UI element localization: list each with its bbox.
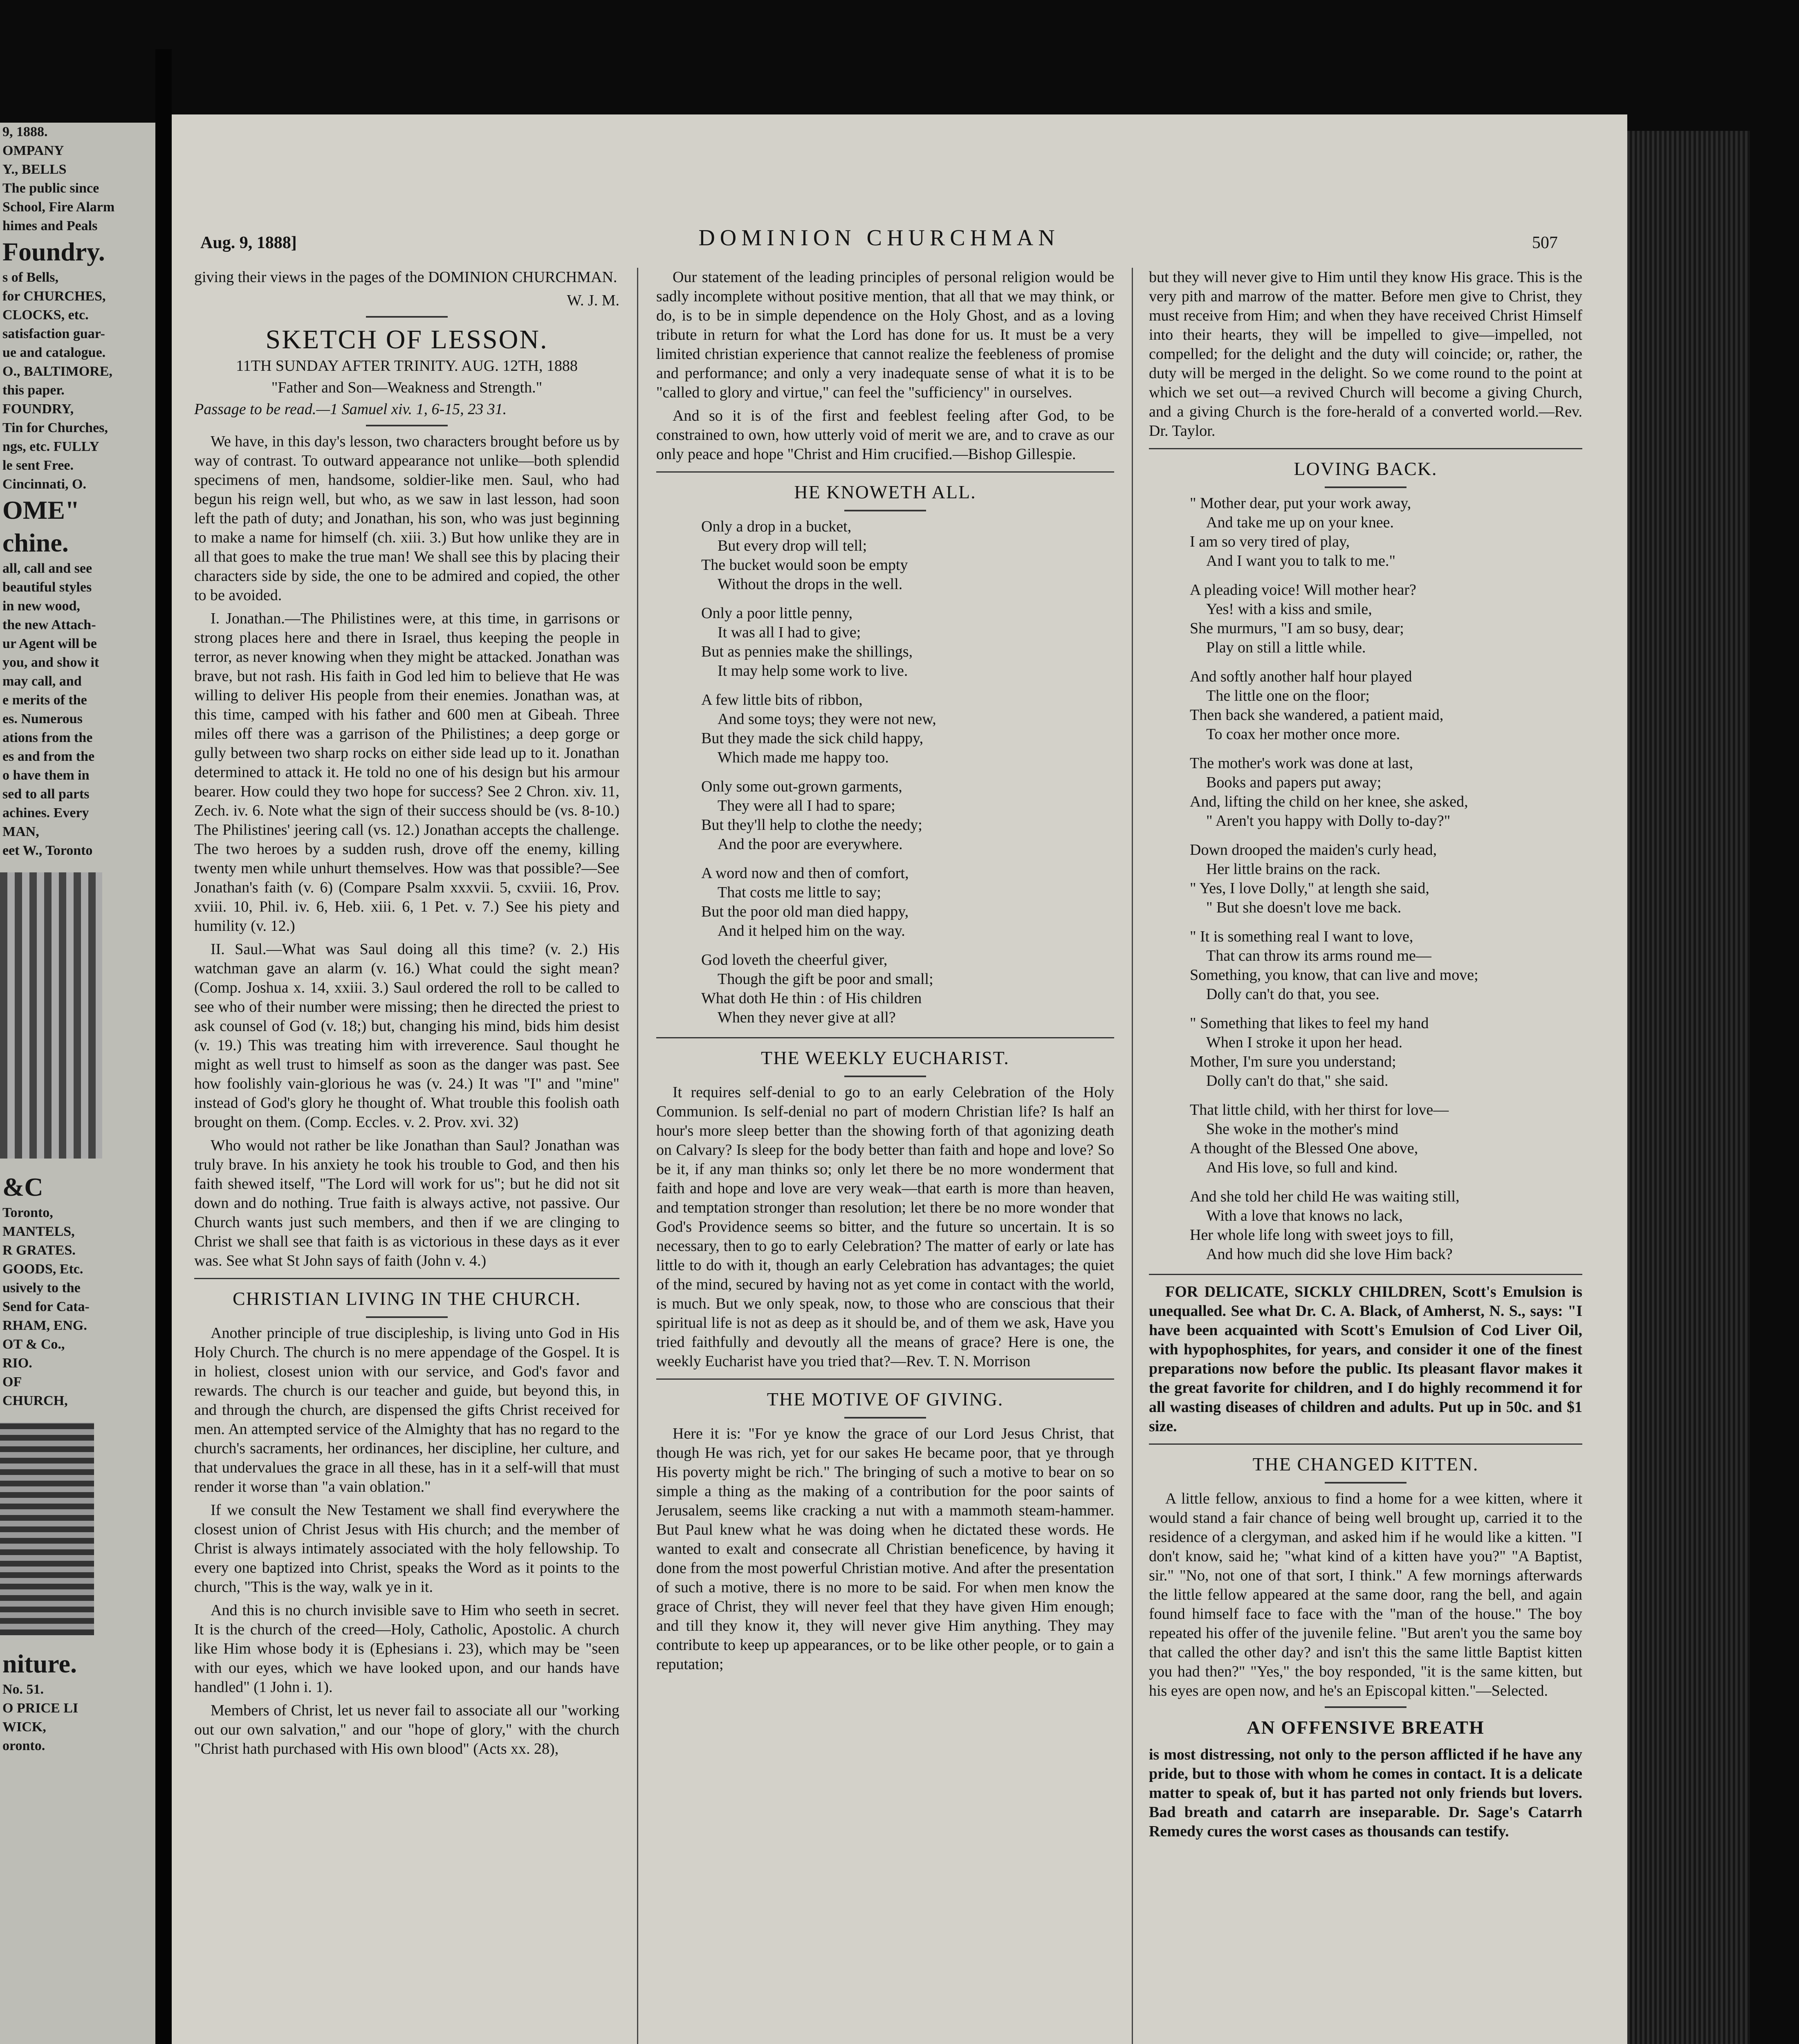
left-page-fragment: es. Numerous: [2, 711, 83, 726]
left-page-fragment: CHURCH,: [2, 1393, 68, 1408]
poem-line: Only a poor little penny,: [701, 605, 853, 622]
poem-line: Mother, I'm sure you understand;: [1190, 1053, 1396, 1070]
poem-line: Her little brains on the rack.: [1206, 861, 1381, 878]
living-paragraph: Another principle of true discipleship, is living unto God in His Holy Church. The church is no mere appendage of the Gospel. It is in holiest, closest union with our service, and God's favor and rewards. The church is our teacher and guide, but beyond this, in and through the church, are dispensed the gifts Christ received for men. An attempted service of the Almighty that has no regard to the church's sacraments, her ordinances, her discipline, her culture, and that undervalues the grace in all these, has in it a self-will that must render it worse than "a vain oblation.": [194, 1325, 619, 1495]
lesson-paragraph: We have, in this day's lesson, two characters brought before us by way of contrast. To outward appearance not unlike—both splendid specimens of men, handsome, soldier-like men. Saul, who had begun his reign well, but who, as we saw in last lesson, had soon left the path of duty; and Jonathan, his son, who was just beginning to make a name for himself (ch. xiii. 3.) But how unlike they are in all that goes to make the true man! We shall see this by placing their characters side by side, the one to be admired and copied, the other to be avoided.: [194, 433, 619, 604]
left-page-fragment: chine.: [2, 528, 69, 557]
left-page-fragment: ur Agent will be: [2, 636, 97, 651]
left-page-fragment: OME": [2, 495, 80, 524]
poem-line: I am so very tired of play,: [1190, 533, 1350, 550]
poem-line: God loveth the cheerful giver,: [701, 951, 888, 968]
poem-line: And, lifting the child on her knee, she asked,: [1190, 793, 1468, 810]
lesson-paragraph: Who would not rather be like Jonathan than Saul? Jonathan was truly brave. In his anxiety he took his trouble to God, and then his faith shewed itself, "The Lord will work for us"; but he did not sit down and do nothing. True faith is always active, not passive. Our Church wants just such members, and then if we are clinging to Christ we shall see that faith is as victorious in these days as it ever was. See what St John says of faith (John v. 4.): [194, 1137, 619, 1269]
statement-paragraph: And so it is of the first and feeblest feeling after God, to be constrained to own, how utterly void of merit we are, and to crave as our only peace and hope "Christ and Him crucified.—Bishop Gillespie.: [656, 407, 1114, 463]
left-page-fragment: eet W., Toronto: [2, 843, 93, 858]
left-page-fragment: Send for Cata-: [2, 1299, 90, 1314]
poem-stanza: [1149, 1014, 1582, 1091]
giving-title: THE MOTIVE OF GIVING.: [767, 1389, 1004, 1410]
poem-line: A pleading voice! Will mother hear?: [1190, 581, 1416, 598]
divider: [1325, 486, 1406, 488]
poem-line: To coax her mother once more.: [1206, 726, 1400, 743]
left-page-fragment: niture.: [2, 1649, 77, 1678]
poem-line: And His love, so full and kind.: [1206, 1159, 1398, 1176]
left-page-fragment: Cincinnati, O.: [2, 477, 86, 492]
poem-line: They were all I had to spare;: [718, 797, 895, 814]
lesson-date: 11TH SUNDAY AFTER TRINITY. AUG. 12TH, 1888: [236, 357, 578, 374]
divider: [366, 316, 448, 318]
masthead: DOMINION CHURCHMAN: [698, 225, 1060, 251]
poem-line: The little one on the floor;: [1206, 687, 1370, 704]
poem-line: Dolly can't do that, you see.: [1206, 986, 1380, 1003]
poem-line: With a love that knows no lack,: [1206, 1207, 1403, 1224]
poem-stanza: [1149, 494, 1582, 571]
divider: [656, 471, 1114, 473]
left-page-fragment: oronto.: [2, 1738, 45, 1753]
left-page-fragment: the new Attach-: [2, 617, 96, 632]
poem-line: " Mother dear, put your work away,: [1190, 495, 1411, 512]
divider: [366, 1316, 448, 1318]
column-1: [194, 268, 619, 1763]
poem-stanza: [1149, 580, 1582, 657]
poem-line: And the poor are everywhere.: [718, 836, 903, 853]
poem-line: But every drop will tell;: [718, 537, 867, 554]
poem-line: But as pennies make the shillings,: [701, 643, 913, 660]
left-page-fragment: ngs, etc. FULLY: [2, 439, 99, 454]
poem-line: Dolly can't do that," she said.: [1206, 1072, 1389, 1089]
intro-signature: W. J. M.: [567, 292, 619, 309]
divider: [844, 510, 926, 511]
poem-stanza: [1149, 1100, 1582, 1177]
eucharist-title: THE WEEKLY EUCHARIST.: [761, 1047, 1009, 1068]
breath-ad-title: AN OFFENSIVE BREATH: [1247, 1717, 1485, 1738]
poem-line: That can throw its arms round me—: [1206, 947, 1431, 964]
poem-stanza: [656, 690, 1114, 767]
poem-stanza: [1149, 754, 1582, 831]
poem-line: Only a drop in a bucket,: [701, 518, 852, 535]
divider: [194, 1278, 619, 1279]
column-rule: [637, 268, 638, 2044]
divider: [1149, 1443, 1582, 1445]
column-3: [1149, 268, 1582, 1845]
left-page-fragment: R GRATES.: [2, 1243, 76, 1258]
left-page-fragment: RHAM, ENG.: [2, 1318, 87, 1333]
left-page-fragment: Tin for Churches,: [2, 420, 108, 435]
poem-line: " Yes, I love Dolly," at length she said,: [1190, 880, 1429, 897]
left-page-fragment: o have them in: [2, 768, 90, 783]
poem-line: When I stroke it upon her head.: [1206, 1034, 1403, 1051]
poem-stanza: [1149, 667, 1582, 744]
left-page-fragment: this paper.: [2, 383, 65, 398]
living-paragraph: And this is no church invisible save to Him who seeth in secret. It is the church of the creed—Holy, Catholic, Apostolic. A church like Him whose body it is (Ephesians i. 23), which may be "seen with our eyes, which we have looked upon, and our hands have handled" (1 John i. 1).: [194, 1602, 619, 1696]
left-page-fragment: Foundry.: [2, 237, 105, 266]
divider: [1149, 448, 1582, 449]
poem-line: Her whole life long with sweet joys to fill,: [1190, 1226, 1454, 1244]
giving-continued: but they will never give to Him until they know His grace. This is the very pith and marrow of the matter. Before men give to Christ, they must receive from Him; and when they have received Christ Himself into their hearts, they will be impelled to give—impelled, not compelled; for the delight and the duty will coincide; or, rather, the duty will be merged in the delight. So we come round to the point at which we set out—a revived Church will become a giving Church, and a giving Church is the fore-herald of a converted world.—Rev. Dr. Taylor.: [1149, 269, 1582, 439]
poem-stanza: [656, 950, 1114, 1027]
poem-title: HE KNOWETH ALL.: [794, 482, 976, 502]
poem-loving-back: [1149, 494, 1582, 1264]
poem-line: It may help some work to live.: [718, 662, 908, 679]
left-page-fragment: OF: [2, 1374, 22, 1390]
poem-line: But the poor old man died happy,: [701, 903, 909, 920]
left-page-fragment: s of Bells,: [2, 270, 58, 285]
poem-line: Though the gift be poor and small;: [718, 970, 933, 988]
left-page-fragment: le sent Free.: [2, 458, 74, 473]
poem-line: A few little bits of ribbon,: [701, 691, 863, 708]
left-page-fragment: for CHURCHES,: [2, 289, 106, 304]
poem-line: She murmurs, "I am so busy, dear;: [1190, 620, 1404, 637]
page-number: 507: [1532, 233, 1558, 252]
living-paragraph: If we consult the New Testament we shall find everywhere the closest union of Christ Jesus with His church; and the member of Christ is always intimately associated with the holy fellowship. To every one baptized into Christ, speaks the Word as it points to the church, "This is the way, walk ye in it.: [194, 1502, 619, 1596]
left-page-fragment: satisfaction guar-: [2, 326, 105, 341]
lesson-paragraph: I. Jonathan.—The Philistines were, at this time, in garrisons or strong places here and there in Israel, thus keeping the people in terror, as never knowing when they might be attacked. Jonathan was brave, but not rash. His faith in God led him to believe that He was willing to deliver His people from their enemies. Jonathan was, at this time, camped with his father and 600 men at Gibeah. Three miles off there was a garrison of the Philistines; a deep gorge or gully between two sharp rocks on either side lead up to it. Jonathan determined to attack it. He told no one of his design but his armour bearer. How could they two hope for success? See 2 Chron. xiv. 11, Zech. iv. 6. Note what the sign of their success should be (vs. 8-10.) The Philistines' jeering call (vs. 12.) Jonathan accepts the challenge. The two heroes by a sudden rush, drove off the enemy, killing twenty men while unhurt themselves. How was that possible?—See Jonathan's faith (v. 6) (Compare Psalm xxxvii. 5, cxviii. 16, Prov. xviii. 10, Phil. iv. 6, Heb. xiii. 6, 1 Pet. v. 7.) See his piety and humility (v. 12.): [194, 610, 619, 935]
poem-line: But they'll help to clothe the needy;: [701, 816, 922, 834]
left-page-fragment: WICK,: [2, 1719, 46, 1735]
kitten-title: THE CHANGED KITTEN.: [1252, 1454, 1479, 1475]
poem-line: But they made the sick child happy,: [701, 730, 924, 747]
eucharist-text: It requires self-denial to go to an early Celebration of the Holy Communion. Is self-denial no part of modern Christian life? Is half an hour's more sleep better than the showing forth of that agonizing death on Calvary? Is sleep for the body better than faith and hope and love? So be it, if any man thinks so; only let there be no more wonderment that faith and hope and love are very weak—that earth is more than heaven, and temptation stronger than resolution; let there be no more wonder that God's Providence seems so bitter, and the future so uncertain. It is so necessary, then to go to early Celebration? The matter of early or late has little to do with it, though an early Celebration has advantages; the quiet of the mind, secured by having not as yet come in contact with the world, is much. But we only speak, now, to those who are conscious that their spiritual life is not as deep as it should be, and of them we ask, Have you tried faithfully and devoutly all the means of grace? Here is one, the weekly Eucharist have you tried that?—Rev. T. N. Morrison: [656, 1084, 1114, 1370]
left-page-fragment: 9, 1888.: [2, 124, 48, 139]
living-paragraph: Members of Christ, let us never fail to associate all our "working out our own salvation," and our "hope of glory," with the church "Christ hath purchased with His own blood" (Acts xx. 28),: [194, 1702, 619, 1757]
poem-line: A thought of the Blessed One above,: [1190, 1140, 1418, 1157]
poem-line: That costs me little to say;: [718, 884, 881, 901]
poem-line: Books and papers put away;: [1206, 774, 1382, 791]
poem-line: And I want you to talk to me.": [1206, 552, 1395, 569]
left-page-fragment: Y., BELLS: [2, 162, 67, 177]
breath-ad-text: is most distressing, not only to the person afflicted if he have any pride, but to those with whom he comes in contact. It is a delicate matter to speak of, but it has parted not only friends but lovers. Bad breath and catarrh are inseparable. Dr. Sage's Catarrh Remedy cures the worst cases as thousands can testify.: [1149, 1746, 1582, 1840]
left-page-fragment: all, call and see: [2, 561, 92, 576]
left-page-fragment: School, Fire Alarm: [2, 199, 115, 215]
left-page-fragment: &C: [2, 1172, 43, 1201]
left-page-fragment: MANTELS,: [2, 1224, 75, 1239]
poem-line: A word now and then of comfort,: [701, 865, 909, 882]
poem-line: Yes! with a kiss and smile,: [1206, 601, 1372, 618]
poem-line: The bucket would soon be empty: [701, 556, 908, 574]
left-page-fragment: OT & Co.,: [2, 1337, 65, 1352]
divider: [656, 1378, 1114, 1380]
building-illustration: [0, 872, 102, 1159]
book-gutter: [155, 49, 172, 2044]
poem-stanza: [656, 777, 1114, 854]
poem-line: Down drooped the maiden's curly head,: [1190, 841, 1437, 858]
left-page-fragment: e merits of the: [2, 693, 87, 708]
divider: [656, 1037, 1114, 1038]
poem-line: Play on still a little while.: [1206, 639, 1366, 656]
left-page-fragment: himes and Peals: [2, 218, 98, 233]
lesson-title: SKETCH OF LESSON.: [265, 325, 548, 354]
left-page-fragment: MAN,: [2, 824, 39, 839]
left-page-fragment: in new wood,: [2, 598, 80, 614]
poem-line: And it helped him on the way.: [718, 922, 905, 939]
poem-line: And softly another half hour played: [1190, 668, 1412, 685]
poem-stanza: [1149, 840, 1582, 917]
scotts-emulsion-ad: FOR DELICATE, SICKLY CHILDREN, Scott's Emulsion is unequalled. See what Dr. C. A. Black, of Amherst, N. S., says: "I have been acquainted with Scott's Emulsion of Cod Liver Oil, with hypophosphites, for years, and consider it one of the finest preparations now before the public. Its pleasant flavor makes it the great favorite for children, and I do highly recommend it for all wasting diseases of children and adults. Put up in 50c. and $1 size.: [1149, 1283, 1582, 1435]
divider: [1325, 1706, 1406, 1708]
intro-text: giving their views in the pages of the DOMINION CHURCHMAN.: [194, 269, 617, 286]
left-page-fragment: es and from the: [2, 749, 95, 764]
poem-stanza: [656, 864, 1114, 941]
left-page-fragment: sed to all parts: [2, 787, 90, 802]
left-page-fragment: usively to the: [2, 1280, 81, 1295]
left-page-fragment: FOUNDRY,: [2, 401, 74, 417]
poem-line: Only some out-grown garments,: [701, 778, 902, 795]
poem-line: Without the drops in the well.: [718, 576, 903, 593]
left-page-fragment: No. 51.: [2, 1682, 44, 1697]
poem-stanza: [656, 604, 1114, 681]
poem-line: The mother's work was done at last,: [1190, 755, 1413, 772]
left-page-fragment: may call, and: [2, 674, 82, 689]
page-edges: [1627, 131, 1750, 2044]
divider: [844, 1417, 926, 1419]
left-page-fragment: GOODS, Etc.: [2, 1262, 83, 1277]
poem-line: " It is something real I want to love,: [1190, 928, 1413, 945]
column-2: [656, 268, 1114, 1678]
poem-line: " But she doesn't love me back.: [1206, 899, 1402, 916]
poem-line: And she told her child He was waiting still,: [1190, 1188, 1460, 1205]
left-page-fragment: ations from the: [2, 730, 93, 745]
giving-text: Here it is: "For ye know the grace of our Lord Jesus Christ, that though He was rich, yet for our sakes He became poor, that ye through His poverty might be rich." The bringing of such a motive to bear on so simple a thing as the making of a contribution for the poor saints of Jerusalem, seems like cracking a nut with a mammoth steam-hammer. But Paul knew what he was doing when he dictated these words. He wanted to exalt and consecrate all Christian beneficence, by having it done from the most powerful Christian motive. And after the presentation of such a motive, there is no more to be said. For when men know the grace of Christ, they will never feel that they have given Him enough; and till they know it, they will never give Him anything. They may contribute to keep up appearances, or to be like other people, or to gain a reputation;: [656, 1425, 1114, 1673]
left-page-fragment: RIO.: [2, 1356, 32, 1371]
divider: [1149, 1274, 1582, 1275]
left-page-fragment: achines. Every: [2, 805, 89, 820]
left-page-fragment: ue and catalogue.: [2, 345, 106, 360]
lesson-passage: Passage to be read.—1 Samuel xiv. 1, 6-15, 23 31.: [194, 401, 507, 418]
poem-line: Something, you know, that can live and move;: [1190, 966, 1478, 984]
poem-line: And take me up on your knee.: [1206, 514, 1394, 531]
left-page-fragment: Toronto,: [2, 1205, 53, 1220]
page-header: [200, 225, 1558, 262]
poem-line: That little child, with her thirst for love—: [1190, 1101, 1449, 1118]
poem-line: And how much did she love Him back?: [1206, 1246, 1453, 1263]
poem-line: Then back she wandered, a patient maid,: [1190, 706, 1444, 724]
issue-date: Aug. 9, 1888]: [200, 233, 297, 252]
lesson-paragraph: II. Saul.—What was Saul doing all this time? (v. 2.) His watchman gave an alarm (v. 16.) What could the sight mean? (Comp. Joshua x. 14, xxiii. 3.) Saul ordered the roll to be called to see who of their number were missing; then he directed the priest to ask counsel of God (v. 18;) but, changing his mind, bids him desist (v. 19.) This was treating him with irreverence. Saul thought he might as well trust to himself as soon as the danger was past. See how foolishly vain-glorious he was (v. 24.) It was "I" and "mine" instead of God's glory he thought of. What trouble this foolish oath brought on them. (Comp. Eccles. v. 2. Prov. xvi. 32): [194, 941, 619, 1131]
poem-line: What doth He thin : of His children: [701, 990, 922, 1007]
left-page-fragment: beautiful styles: [2, 580, 92, 595]
left-page-fragment: CLOCKS, etc.: [2, 307, 89, 323]
left-page-fragment: O PRICE LI: [2, 1701, 79, 1716]
divider: [366, 425, 448, 426]
poem-line: She woke in the mother's mind: [1206, 1121, 1399, 1138]
poem-he-knoweth-all: [656, 517, 1114, 1027]
divider: [844, 1076, 926, 1077]
kitten-text: A little fellow, anxious to find a home for a wee kitten, where it would stand a fair chance of being well brought up, carried it to the residence of a clergyman, and asked him if he would like a kitten. "I don't know, said he; "what kind of a kitten have you?" "A Baptist, sir." "No, not one of that sort, I think." A few mornings afterwards the little fellow appeared at the same door, rang the bell, and again found himself face to face with the "man of the house." The boy repeated his offer of the juvenile feline. "But aren't you the same boy that called the other day? and isn't this the same little Baptist kitten you had then?" "Yes," the boy responded, "it is the same kitten, but his eyes are open now, and he's an Episcopal kitten."—Selected.: [1149, 1490, 1582, 1699]
adjacent-page-fragment: [0, 123, 159, 2044]
poem-line: " Something that likes to feel my hand: [1190, 1015, 1429, 1032]
column-rule: [1132, 268, 1133, 2044]
poem-stanza: [1149, 1187, 1582, 1264]
left-page-fragment: The public since: [2, 181, 99, 196]
lesson-subtitle: "Father and Son—Weakness and Strength.": [271, 379, 543, 396]
furniture-illustration: [0, 1423, 94, 1635]
divider: [1325, 1482, 1406, 1484]
left-page-fragment: O., BALTIMORE,: [2, 364, 112, 379]
left-page-fragment: OMPANY: [2, 143, 64, 158]
poem-stanza: [656, 517, 1114, 594]
living-title: CHRISTIAN LIVING IN THE CHURCH.: [232, 1288, 581, 1309]
poem-stanza: [1149, 927, 1582, 1004]
left-page-fragment: you, and show it: [2, 655, 99, 670]
poem-line: " Aren't you happy with Dolly to-day?": [1206, 812, 1451, 829]
poem-line: And some toys; they were not new,: [718, 710, 936, 728]
newspaper-page: [172, 114, 1627, 2044]
poem-line: Which made me happy too.: [718, 749, 889, 766]
poem-line: When they never give at all?: [718, 1009, 896, 1026]
poem-line: It was all I had to give;: [718, 624, 861, 641]
loving-back-title: LOVING BACK.: [1294, 458, 1438, 479]
statement-paragraph: Our statement of the leading principles of personal religion would be sadly incomplete without positive mention, that all that we may think, or do, is to be in simple dependence on the Holy Ghost, and as a loving tribute in return for what the Lord has done for us. It must be a very limited christian experience that cannot realize the feebleness of promise and performance; and only a very inadequate sense of what it is to be "called to glory and virtue," can feel the "sufficiency" in ourselves.: [656, 269, 1114, 401]
